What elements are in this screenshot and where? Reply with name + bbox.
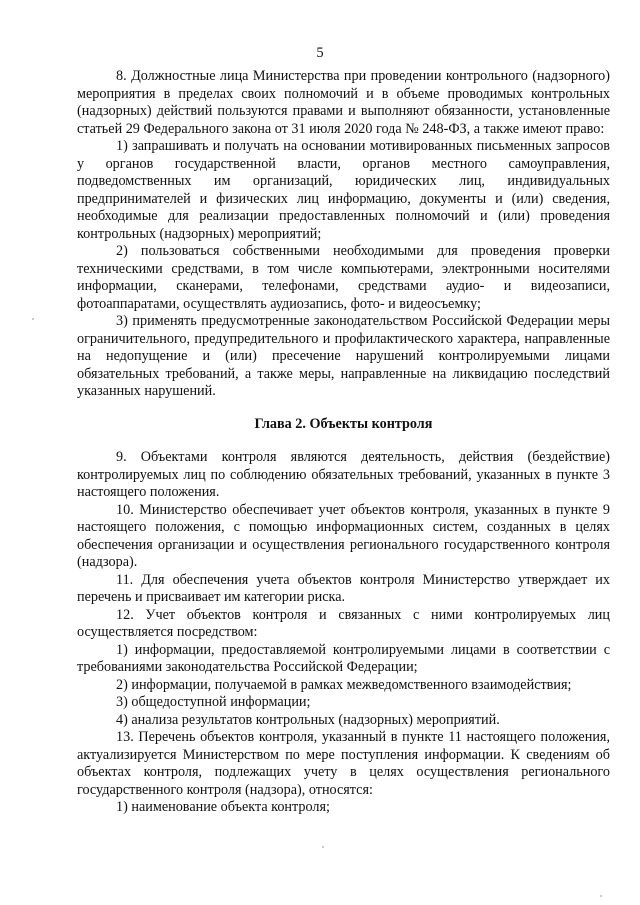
paragraph-8-item-3: 3) применять предусмотренные законодательством Российской Федерации меры ограничительного, предупредительного и профилактического характера, направленные на недопущение и (или) пресечение нарушений контролируемыми лицами обязательных требований, а также меры, направленные на ликвидацию последствий указанных нарушений. — [77, 313, 610, 399]
paragraph-12-item-4: 4) анализа результатов контрольных (надзорных) мероприятий. — [116, 711, 500, 728]
page-number: 5 — [316, 45, 324, 61]
spacer — [77, 433, 610, 449]
scan-speck — [322, 846, 324, 848]
paragraph-8-item-1: 1) запрашивать и получать на основании мотивированных письменных запросов у органов государственной власти, органов местного самоуправления, подведомственных им организаций, юридических лиц, индивидуальных предпринимателей и физических лиц информацию, документы и (или) сведения, необходимые для реализации предоставленных полномочий и (или) проведения контрольных (надзорных) мероприятий; — [77, 138, 610, 242]
paragraph-13-item-1: 1) наименование объекта контроля; — [116, 799, 330, 815]
chapter-title: Глава 2. Объекты контроля — [254, 415, 433, 432]
scan-speck — [32, 318, 34, 320]
paragraph-12-item-3: 3) общедоступной информации; — [116, 694, 311, 710]
paragraph-8-item-2: 2) пользоваться собственными необходимыми для проведения проверки техническими средствами, в том числе компьютерами, электронными носителями информации, сканерами, телефонами, средствами аудио- и видеозаписи, фотоаппаратами, осуществлять аудиозапись, фото- и видеосъемку; — [77, 243, 610, 312]
paragraph-13: 13. Перечень объектов контроля, указанный в пункте 11 настоящего положения, актуализируется Министерством по мере поступления информации. К сведениям об объектах контроля, подлежащих учету в целях осуществления регионального государственного контроля (надзора), относятся: — [77, 729, 610, 798]
paragraph-12-item-2: 2) информации, получаемой в рамках межведомственного взаимодействия; — [116, 676, 572, 693]
paragraph-12-item-1: 1) информации, предоставляемой контролируемыми лицами в соответствии с требованиями законодательства Российской Федерации; — [77, 641, 610, 675]
scan-speck — [600, 895, 602, 897]
paragraph-12: 12. Учет объектов контроля и связанных с ними контролируемых лиц осуществляется посредством: — [77, 606, 610, 640]
paragraph-11: 11. Для обеспечения учета объектов контроля Министерство утверждает их перечень и присваивает им категории риска. — [77, 571, 610, 605]
paragraph-10: 10. Министерство обеспечивает учет объектов контроля, указанных в пункте 9 настоящего положения, с помощью информационных систем, созданных в целях обеспечения организации и осуществления регионального государственного контроля (надзора). — [77, 501, 610, 570]
paragraph-9: 9. Объектами контроля являются деятельность, действия (бездействие) контролируемых лиц по соблюдению обязательных требований, указанных в пункте 3 настоящего положения. — [77, 449, 610, 500]
spacer — [77, 401, 610, 416]
paragraph-8: 8. Должностные лица Министерства при проведении контрольного (надзорного) мероприятия в пределах своих полномочий и в объеме проводимых контрольных (надзорных) действий пользуются правами и выполняют обязанности, установленные статьей 29 Федерального закона от 31 июля 2020 года № 248-ФЗ, а также имеют право: — [77, 68, 610, 137]
document-body — [77, 68, 610, 817]
